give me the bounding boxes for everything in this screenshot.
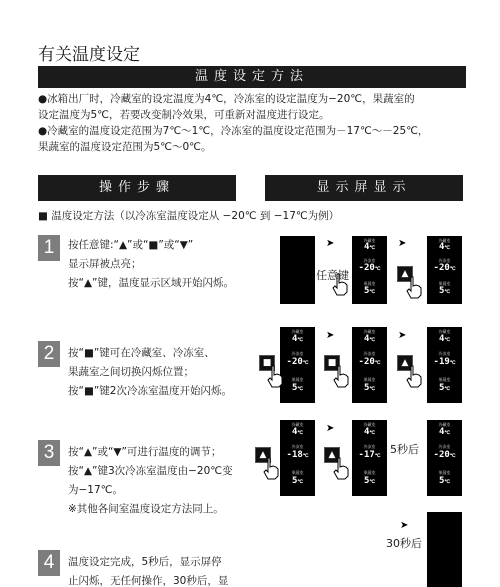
- section-band-display: 显示屏显示: [265, 175, 463, 201]
- unit-celsius: ℃: [374, 266, 381, 272]
- label-veg: 果蔬室: [438, 377, 451, 382]
- intro-line-4: 果蔬室的温度设定范围为5℃～0℃。: [38, 141, 212, 153]
- label-fridge: 冷藏室: [438, 329, 451, 334]
- unit-celsius: ℃: [449, 266, 456, 272]
- label-fridge: 冷藏室: [438, 238, 451, 243]
- value-freezer: -20℃: [358, 357, 381, 367]
- up-key-icon[interactable]: ▲: [397, 355, 413, 371]
- label-veg: 果蔬室: [363, 470, 376, 475]
- value-fridge: 4℃: [291, 427, 304, 437]
- hand-pointer-icon: [265, 364, 285, 388]
- value-freezer: -20℃: [433, 263, 456, 273]
- unit-celsius: ℃: [297, 337, 304, 343]
- label-freezer: 冷冻室: [363, 351, 376, 356]
- value-veg: 5℃: [438, 476, 451, 486]
- unit-celsius: ℃: [374, 360, 381, 366]
- after-30s-label: 30秒后: [386, 537, 422, 550]
- unit-celsius: ℃: [369, 430, 376, 436]
- display-off-panel: [280, 236, 315, 304]
- label-fridge: 冷藏室: [291, 329, 304, 334]
- value-fridge: 4℃: [363, 334, 376, 344]
- unit-celsius: ℃: [369, 386, 376, 392]
- display-r1-2: [427, 236, 462, 304]
- label-veg: 果蔬室: [291, 470, 304, 475]
- up-key-icon[interactable]: ▲: [324, 447, 340, 463]
- hand-pointer-icon: [261, 456, 281, 480]
- display-r2-2: [352, 327, 387, 403]
- label-freezer: 冷冻室: [438, 351, 451, 356]
- mid-key-icon[interactable]: ■: [324, 355, 340, 371]
- display-r3-3: [427, 420, 462, 496]
- arrow-right-icon: ➤: [398, 238, 407, 249]
- hand-pointer-icon: [331, 364, 351, 388]
- step-1-line-2: 显示屏被点亮；: [68, 258, 142, 270]
- intro-line-3: ●冷藏室的温度设定范围为7℃～1℃，冷冻室的温度设定范围为－17℃～－25℃，: [38, 125, 429, 137]
- value-veg: 5℃: [438, 383, 451, 393]
- unit-celsius: ℃: [369, 289, 376, 295]
- hand-pointer-icon: [404, 364, 424, 388]
- unit-celsius: ℃: [444, 337, 451, 343]
- subheading: ■ 温度设定方法（以冷冻室温度设定从 −20℃ 到 −17℃为例）: [38, 210, 340, 222]
- page-title: 有关温度设定: [38, 45, 140, 65]
- value-freezer: -19℃: [433, 357, 456, 367]
- intro-line-1: ●冰箱出厂时，冷藏室的设定温度为4℃，冷冻室的设定温度为−20℃，果蔬室的: [38, 93, 415, 105]
- step-3-line-4: ※其他各间室温度设定方法同上。: [68, 503, 224, 515]
- label-veg: 果蔬室: [363, 281, 376, 286]
- label-freezer: 冷冻室: [363, 258, 376, 263]
- hand-pointer-icon: [330, 272, 350, 296]
- unit-celsius: ℃: [297, 386, 304, 392]
- label-veg: 果蔬室: [438, 470, 451, 475]
- step-number-4: 4: [38, 550, 60, 576]
- display-r3-2: [352, 420, 387, 496]
- display-r3-1: [280, 420, 315, 496]
- label-freezer: 冷冻室: [438, 258, 451, 263]
- value-fridge: 4℃: [363, 427, 376, 437]
- section-band-method: 温度设定方法: [38, 66, 466, 88]
- value-veg: 5℃: [363, 383, 376, 393]
- unit-celsius: ℃: [449, 360, 456, 366]
- value-fridge: 4℃: [438, 242, 451, 252]
- arrow-right-icon: ➤: [326, 330, 335, 341]
- unit-celsius: ℃: [444, 289, 451, 295]
- up-key-icon[interactable]: ▲: [255, 447, 271, 463]
- step-2-text: [68, 344, 268, 401]
- label-veg: 果蔬室: [363, 377, 376, 382]
- section-band-steps: 操作步骤: [38, 175, 236, 201]
- value-freezer: -18℃: [286, 450, 309, 460]
- value-veg: 5℃: [438, 286, 451, 296]
- step-3-text: [68, 443, 268, 519]
- step-4-line-1: 温度设定完成，5秒后，显示屏停: [68, 556, 222, 568]
- arrow-right-icon: ➤: [398, 330, 407, 341]
- value-fridge: 4℃: [291, 334, 304, 344]
- label-fridge: 冷藏室: [363, 422, 376, 427]
- unit-celsius: ℃: [444, 430, 451, 436]
- unit-celsius: ℃: [297, 430, 304, 436]
- unit-celsius: ℃: [369, 479, 376, 485]
- display-off-panel: [427, 512, 462, 587]
- unit-celsius: ℃: [449, 453, 456, 459]
- value-freezer: -20℃: [286, 357, 309, 367]
- unit-celsius: ℃: [302, 360, 309, 366]
- step-3-line-2: 按“▲”键3次冷冻室温度由−20℃变: [68, 465, 233, 477]
- step-number-3: 3: [38, 440, 60, 466]
- value-veg: 5℃: [291, 476, 304, 486]
- step-number-2: 2: [38, 341, 60, 367]
- display-r2-1: [280, 327, 315, 403]
- step-number-1: 1: [38, 235, 60, 261]
- step-2-line-1: 按“■”键可在冷藏室、冷冻室、: [68, 347, 215, 359]
- hand-pointer-icon: [404, 275, 424, 299]
- step-1-text: [68, 236, 268, 293]
- step-1-line-1: 按任意键:“▲”或“■”或“▼”: [68, 239, 194, 251]
- display-r1-1: [352, 236, 387, 304]
- label-fridge: 冷藏室: [363, 238, 376, 243]
- step-2-line-2: 果蔬室之间切换闪烁位置；: [68, 366, 194, 378]
- value-freezer: -20℃: [358, 263, 381, 273]
- hand-pointer-icon: [331, 456, 351, 480]
- unit-celsius: ℃: [302, 453, 309, 459]
- value-veg: 5℃: [291, 383, 304, 393]
- step-1-line-3: 按“▲”键，温度显示区域开始闪烁。: [68, 277, 234, 289]
- unit-celsius: ℃: [297, 479, 304, 485]
- unit-celsius: ℃: [444, 245, 451, 251]
- value-fridge: 4℃: [438, 334, 451, 344]
- value-freezer: -20℃: [433, 450, 456, 460]
- any-key-label: 任意键: [316, 269, 349, 282]
- intro-line-2: 设定温度为5℃，若要改变制冷效果，可重新对温度进行设定。: [38, 109, 330, 121]
- arrow-right-icon: ➤: [400, 520, 409, 531]
- unit-celsius: ℃: [369, 337, 376, 343]
- step-2-line-3: 按“■”键2次冷冻室温度开始闪烁。: [68, 385, 232, 397]
- label-fridge: 冷藏室: [363, 329, 376, 334]
- display-r2-3: [427, 327, 462, 403]
- unit-celsius: ℃: [444, 479, 451, 485]
- value-veg: 5℃: [363, 286, 376, 296]
- label-veg: 果蔬室: [291, 377, 304, 382]
- label-fridge: 冷藏室: [438, 422, 451, 427]
- after-5s-label: 5秒后: [390, 443, 419, 456]
- step-3-line-3: 为−17℃。: [68, 484, 123, 496]
- arrow-right-icon: ➤: [326, 423, 335, 434]
- value-freezer: -17℃: [358, 450, 381, 460]
- label-freezer: 冷冻室: [291, 444, 304, 449]
- unit-celsius: ℃: [444, 386, 451, 392]
- step-4-line-2: 止闪烁，无任何操作，30秒后，显: [68, 575, 229, 587]
- arrow-right-icon: ➤: [326, 238, 335, 249]
- mid-key-icon[interactable]: ■: [259, 355, 275, 371]
- step-3-line-1: 按“▲”或“▼”可进行温度的调节；: [68, 446, 222, 458]
- label-freezer: 冷冻室: [291, 351, 304, 356]
- step-4-text: [68, 553, 268, 587]
- value-fridge: 4℃: [438, 427, 451, 437]
- value-fridge: 4℃: [363, 242, 376, 252]
- label-freezer: 冷冻室: [438, 444, 451, 449]
- label-fridge: 冷藏室: [291, 422, 304, 427]
- unit-celsius: ℃: [369, 245, 376, 251]
- unit-celsius: ℃: [374, 453, 381, 459]
- label-veg: 果蔬室: [438, 281, 451, 286]
- value-veg: 5℃: [363, 476, 376, 486]
- label-freezer: 冷冻室: [363, 444, 376, 449]
- up-key-icon[interactable]: ▲: [397, 266, 413, 282]
